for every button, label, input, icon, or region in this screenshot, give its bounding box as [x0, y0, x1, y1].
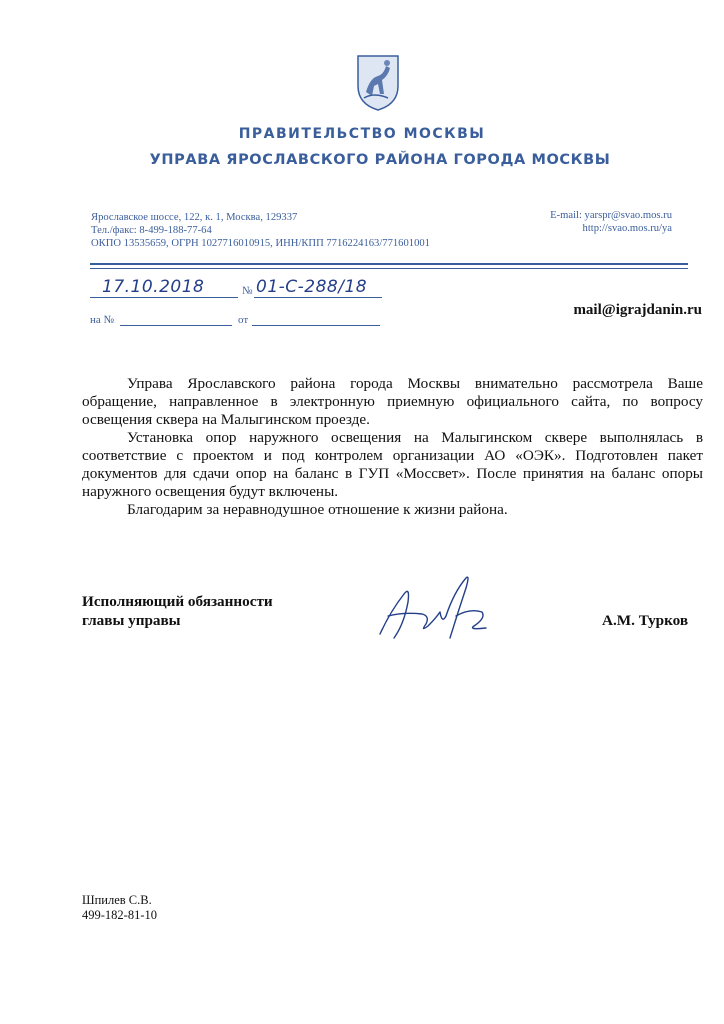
signatory-name: А.М. Турков: [602, 612, 689, 629]
address: Ярославское шоссе, 122, к. 1, Москва, 129337: [91, 212, 298, 223]
paragraph: Благодарим за неравнодушное отношение к жизни района.: [127, 501, 508, 518]
number-underline: [254, 297, 382, 298]
recipient-email: mail@igrajdanin.ru: [573, 302, 702, 318]
handwritten-signature: [370, 572, 500, 647]
reference-date-underline: [252, 325, 380, 326]
reference-from-label: от: [238, 314, 249, 326]
position-line-2: главы управы: [82, 612, 181, 629]
contacts-block: [550, 209, 672, 235]
paragraph: Управа Ярославского района города Москвы внимательно рассмотрела Ваше обращение, направленное в электронную приемную официального сайта, по вопросу освещения сквера на Малыгинском проезде.: [82, 375, 703, 428]
registration-codes: ОКПО 13535659, ОГРН 1027716010915, ИНН/КПП 7716224163/771601001: [91, 238, 430, 249]
date-underline: [90, 297, 238, 298]
executor-name: Шпилев С.В.: [82, 893, 152, 907]
reference-label: на №: [90, 314, 115, 326]
position-line-1: Исполняющий обязанности: [82, 593, 273, 610]
executor-block: [82, 893, 157, 923]
registration-row: [90, 279, 390, 301]
address-block: [91, 211, 430, 250]
header-divider: [90, 263, 688, 265]
registration-number: 01-С-288/18: [256, 277, 368, 297]
organization-title: УПРАВА ЯРОСЛАВСКОГО РАЙОНА ГОРОДА МОСКВЫ: [149, 152, 611, 168]
registration-date: 17.10.2018: [102, 277, 205, 297]
letter-body: [82, 375, 703, 519]
reference-number-underline: [120, 325, 232, 326]
paragraph: Установка опор наружного освещения на Малыгинском сквере выполнялась в соответствие с проектом и под контролем организации АО «ОЭК». Подготовлен пакет документов для сдачи опор на баланс в ГУП «Мосcвет». После принятия на баланс опоры наружного освещения будут включены.: [82, 429, 703, 500]
government-title: ПРАВИТЕЛЬСТВО МОСКВЫ: [238, 126, 486, 142]
executor-phone: 499-182-81-10: [82, 908, 157, 922]
phone: Тел./факс: 8-499-188-77-64: [91, 225, 212, 236]
email: E-mail: yarspr@svao.mos.ru: [550, 210, 672, 221]
website: http://svao.mos.ru/ya: [582, 223, 672, 234]
reference-row: [90, 312, 390, 328]
number-label: №: [242, 285, 253, 297]
header-divider-thin: [90, 268, 688, 269]
signatory-position: [82, 592, 273, 630]
moscow-coat-of-arms-icon: [354, 52, 402, 112]
